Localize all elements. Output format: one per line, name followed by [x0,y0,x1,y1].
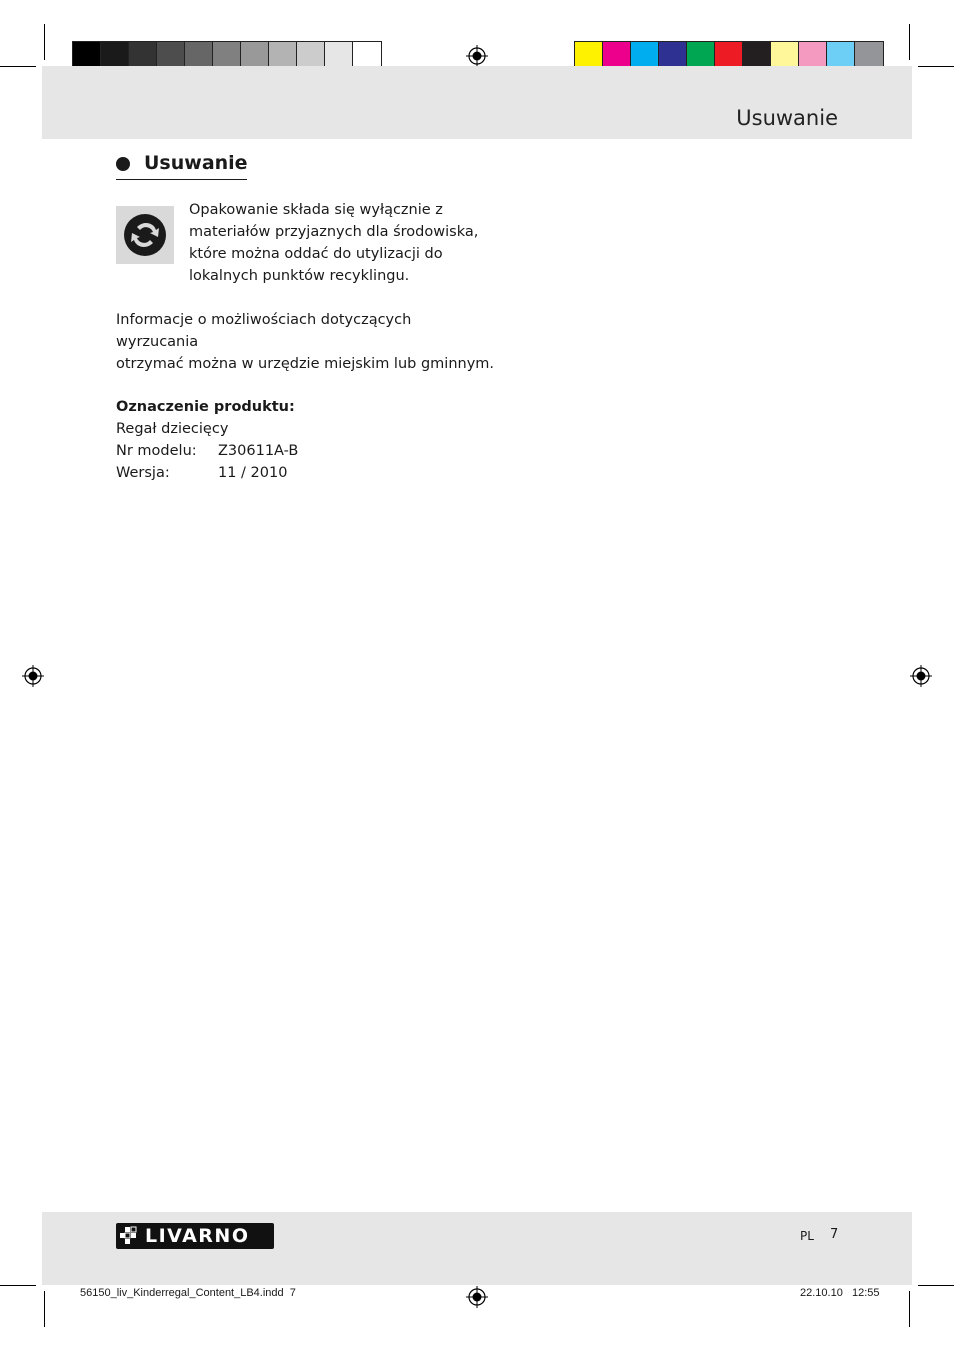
version-label: Wersja: [116,465,170,481]
registration-mark-icon [22,665,44,687]
info-line: otrzymać można w urzędzie miejskim lub gminnym. [116,356,495,372]
packaging-line: lokalnych punktów recyklingu. [189,268,410,284]
packaging-line: materiałów przyjaznych dla środowiska, [189,224,479,240]
section-underline [116,179,247,180]
crop-mark [0,66,36,67]
language-code: PL [800,1229,814,1243]
livarno-grid-icon [119,1226,141,1246]
registration-mark-icon [466,1286,488,1308]
crop-mark [44,24,45,60]
crop-mark [0,1285,36,1286]
packaging-line: które można oddać do utylizacji do [189,246,443,262]
info-line: Informacje o możliwościach dotyczących wyrzucania [116,312,412,350]
crop-mark [918,1285,954,1286]
slug-filename [80,1287,296,1299]
registration-mark-icon [466,45,488,67]
registration-mark-icon [910,665,932,687]
slug-date: 22.10.10 [800,1287,843,1299]
slug-file: 56150_liv_Kinderregal_Content_LB4.indd [80,1287,284,1299]
section-title: Usuwanie [144,152,248,174]
slug-time: 12:55 [852,1287,880,1299]
section-bullet [116,157,130,171]
disposal-info-paragraph [116,309,496,375]
model-value: Z30611A-B [218,443,299,459]
livarno-wordmark: LIVARNO [145,1225,250,1247]
version-value: 11 / 2010 [218,465,288,481]
crop-mark [44,1291,45,1327]
model-label: Nr modelu: [116,443,197,459]
livarno-logo [116,1223,274,1249]
green-dot-logo-box [116,206,174,264]
product-heading: Oznaczenie produktu: [116,399,295,415]
crop-mark [909,24,910,60]
page-header-title: Usuwanie [736,106,838,130]
model-row [116,440,416,462]
packaging-line: Opakowanie składa się wyłącznie z [189,202,443,218]
packaging-paragraph [189,199,489,287]
green-dot-recycle-icon [116,206,174,264]
product-name: Regał dziecięcy [116,421,229,437]
page-number: 7 [830,1227,839,1242]
product-identification [116,396,416,484]
slug-timestamp [800,1287,880,1299]
slug-page: 7 [289,1287,296,1299]
crop-mark [918,66,954,67]
version-row [116,462,416,484]
crop-mark [909,1291,910,1327]
